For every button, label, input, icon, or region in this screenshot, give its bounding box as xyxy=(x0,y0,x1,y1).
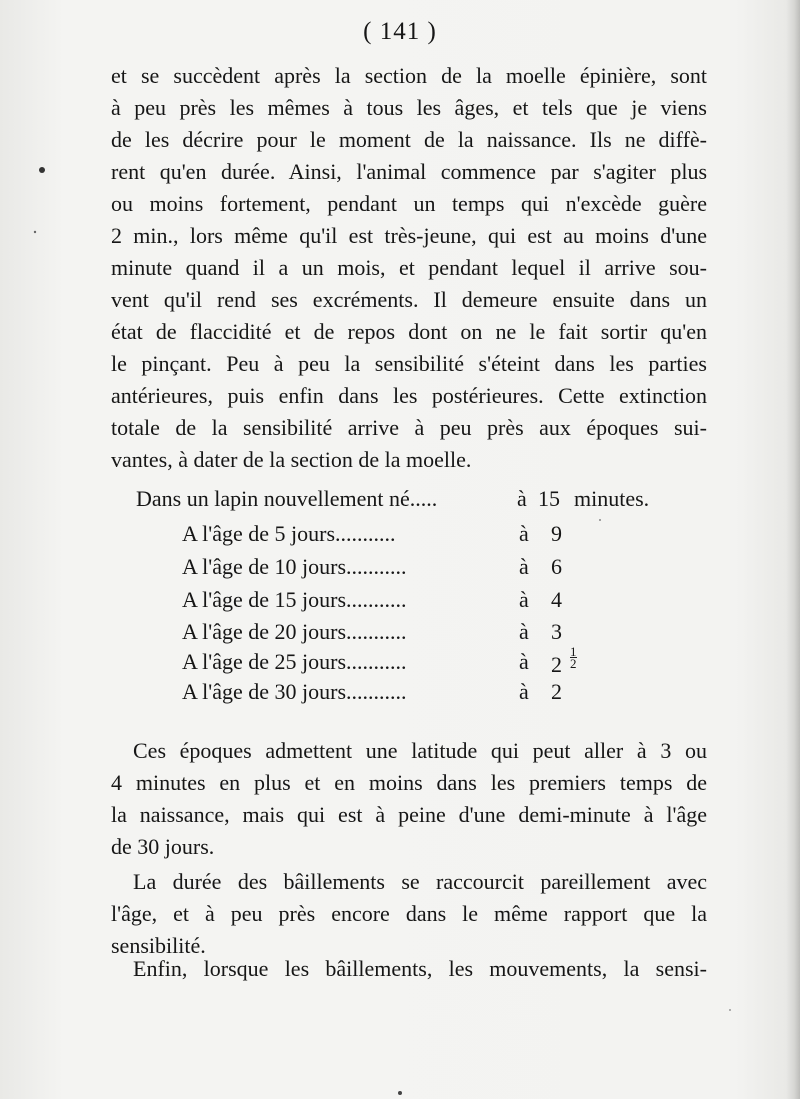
text-line: la naissance, mais qui est à peine d'une demi-minute à l'âge xyxy=(111,802,707,827)
table-row-value: 2 xyxy=(551,679,562,704)
table-header-value: 15 xyxy=(538,486,560,511)
table-header-label: Dans un lapin nouvellement né..... xyxy=(136,486,438,511)
text-line: sensibilité. xyxy=(111,933,206,958)
table-row xyxy=(0,676,800,708)
text-line: à peu près les mêmes à tous les âges, et tels que je viens xyxy=(111,95,707,120)
text-line: rent qu'en durée. Ainsi, l'animal commence par s'agiter plus xyxy=(111,159,707,184)
table-row-value: 6 xyxy=(551,554,562,579)
table-row-a: à xyxy=(519,521,529,546)
table-row-a: à xyxy=(519,619,529,644)
text-line: 2 min., lors même qu'il est très-jeune, qui est au moins d'une xyxy=(111,223,707,248)
text-line: antérieures, puis enfin dans les postérieures. Cette extinction xyxy=(111,383,707,408)
text-line: de 30 jours. xyxy=(111,834,215,859)
paragraph-4 xyxy=(111,953,707,985)
text-line: ou moins fortement, pendant un temps qui n'excède guère xyxy=(111,191,707,216)
text-line: vantes, à dater de la section de la moelle. xyxy=(111,447,472,472)
fraction-denominator: 2 xyxy=(570,656,577,671)
table-header-row xyxy=(0,483,800,515)
fraction-numerator: 1 xyxy=(570,644,577,659)
table-row-label: A l'âge de 5 jours........... xyxy=(182,521,396,546)
table-row-a: à xyxy=(519,679,529,704)
table-row-a: à xyxy=(519,649,529,674)
text-line: vent qu'il rend ses excréments. Il demeure ensuite dans un xyxy=(111,287,707,312)
table-row-value: 3 xyxy=(551,619,562,644)
fraction xyxy=(570,646,577,669)
table-row-value: 9 xyxy=(551,521,562,546)
page-number: ( 141 ) xyxy=(363,18,437,45)
text-line: et se succèdent après la section de la moelle épinière, sont xyxy=(111,63,707,88)
text-line: de les décrire pour le moment de la naissance. Ils ne diffè- xyxy=(111,127,707,152)
table-row-label: A l'âge de 10 jours........... xyxy=(182,554,407,579)
table-row xyxy=(0,584,800,616)
table-row-label: A l'âge de 30 jours........... xyxy=(182,679,407,704)
table-row-label: A l'âge de 25 jours........... xyxy=(182,649,407,674)
paragraph-3 xyxy=(111,866,707,962)
text-line: l'âge, et à peu près encore dans le même rapport que la xyxy=(111,901,707,926)
table-header-unit: minutes. xyxy=(574,486,650,511)
text-line: Ces époques admettent une latitude qui peut aller à 3 ou xyxy=(133,738,707,763)
table-row xyxy=(0,646,800,678)
table-row-a: à xyxy=(519,554,529,579)
table-header-a: à xyxy=(517,486,527,511)
text-line: état de flaccidité et de repos dont on ne le fait sortir qu'en xyxy=(111,319,707,344)
table-row xyxy=(0,616,800,648)
text-line: Enfin, lorsque les bâillements, les mouvements, la sensi- xyxy=(133,956,707,981)
table-row xyxy=(0,551,800,583)
text-line: La durée des bâillements se raccourcit pareillement avec xyxy=(133,869,707,894)
table-row-value: 2 xyxy=(551,652,562,677)
text-line: minute quand il a un mois, et pendant lequel il arrive sou- xyxy=(111,255,707,280)
table-row-a: à xyxy=(519,587,529,612)
table-row-label: A l'âge de 15 jours........... xyxy=(182,587,407,612)
paragraph-1 xyxy=(111,60,707,476)
text-line: totale de la sensibilité arrive à peu près aux époques sui- xyxy=(111,415,707,440)
table-row-label: A l'âge de 20 jours........... xyxy=(182,619,407,644)
text-line: le pinçant. Peu à peu la sensibilité s'éteint dans les parties xyxy=(111,351,707,376)
paragraph-2 xyxy=(111,735,707,863)
table-row xyxy=(0,518,800,550)
table-row-value: 4 xyxy=(551,587,562,612)
text-line: 4 minutes en plus et en moins dans les premiers temps de xyxy=(111,770,707,795)
